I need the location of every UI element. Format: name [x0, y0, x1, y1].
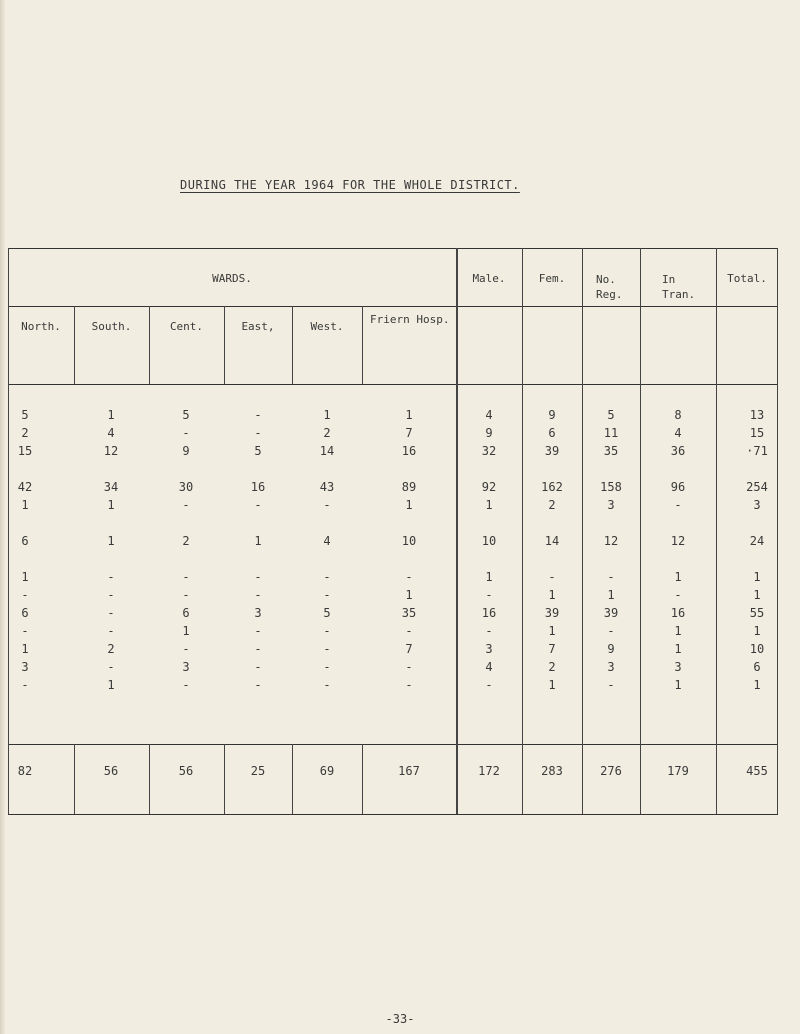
table-cell: 1: [485, 570, 493, 584]
table-cell: 3: [753, 498, 761, 512]
table-cell: 8: [674, 408, 682, 422]
table-cell: 2: [21, 426, 29, 440]
table-cell: 2: [548, 660, 556, 674]
table-cell: 35: [603, 444, 619, 458]
table-cell: -: [485, 624, 493, 638]
table-cell: 1: [753, 570, 761, 584]
table-cell: -: [107, 624, 115, 638]
header-fem: Fem.: [538, 272, 566, 285]
table-cell: 1: [674, 642, 682, 656]
table-cell: 1: [21, 642, 29, 656]
table-cell: -: [182, 642, 190, 656]
table-cell: 16: [250, 480, 266, 494]
header-wards: WARDS.: [212, 272, 252, 285]
table-cell: 6: [21, 606, 29, 620]
header-north: North.: [21, 320, 61, 333]
table-cell: -: [107, 606, 115, 620]
table-cell: 55: [749, 606, 765, 620]
table-cell: 1: [405, 408, 413, 422]
col-rule: [456, 248, 458, 814]
header-male: Male.: [472, 272, 506, 285]
table-cell: -: [21, 678, 29, 692]
table-cell: 14: [544, 534, 560, 548]
table-cell: 1: [182, 624, 190, 638]
col-rule: [362, 306, 363, 384]
table-cell: -: [405, 624, 413, 638]
col-rule: [716, 248, 717, 814]
table-cell: -: [182, 498, 190, 512]
table-cell: 1: [607, 588, 615, 602]
col-rule: [582, 248, 583, 814]
table-cell: -: [323, 624, 331, 638]
table-cell: 43: [319, 480, 335, 494]
table-cell: -: [548, 570, 556, 584]
table-cell: 11: [603, 426, 619, 440]
table-cell: 14: [319, 444, 335, 458]
table-cell: -: [254, 408, 262, 422]
table-cell: 7: [405, 426, 413, 440]
table-cell: 2: [323, 426, 331, 440]
table-cell: 9: [548, 408, 556, 422]
table-cell: 3: [674, 660, 682, 674]
col-rule: [224, 306, 225, 384]
table-cell: 6: [182, 606, 190, 620]
table-cell: -: [405, 678, 413, 692]
total-cell: 69: [319, 764, 335, 778]
table-cell: -: [254, 498, 262, 512]
col-rule: [74, 306, 75, 384]
table-rule-top: [8, 248, 778, 249]
header-east: East,: [241, 320, 275, 333]
table-cell: -: [107, 660, 115, 674]
table-cell: -: [21, 588, 29, 602]
table-cell: 4: [323, 534, 331, 548]
table-cell: 36: [670, 444, 686, 458]
table-cell: -: [21, 624, 29, 638]
table-cell: 3: [182, 660, 190, 674]
table-cell: -: [254, 624, 262, 638]
header-total: Total.: [727, 272, 767, 285]
table-cell: -: [254, 642, 262, 656]
table-cell: 6: [753, 660, 761, 674]
statistics-table: [8, 248, 778, 816]
header-west: West.: [310, 320, 344, 333]
table-cell: 6: [21, 534, 29, 548]
table-cell: 1: [548, 624, 556, 638]
table-cell: 3: [21, 660, 29, 674]
table-cell: 7: [548, 642, 556, 656]
table-cell: 9: [607, 642, 615, 656]
table-cell: 1: [21, 570, 29, 584]
table-cell: -: [323, 570, 331, 584]
table-cell: -: [254, 678, 262, 692]
table-cell: 1: [548, 678, 556, 692]
table-cell: -: [323, 642, 331, 656]
table-cell: -: [607, 624, 615, 638]
table-cell: -: [323, 660, 331, 674]
table-cell: 24: [749, 534, 765, 548]
table-cell: 1: [107, 678, 115, 692]
header-in-tran: In Tran.: [662, 273, 696, 301]
table-cell: -: [405, 570, 413, 584]
table-cell: -: [405, 660, 413, 674]
page-title: DURING THE YEAR 1964 FOR THE WHOLE DISTRICT.: [180, 178, 520, 192]
table-cell: 10: [481, 534, 497, 548]
table-cell: 2: [182, 534, 190, 548]
table-cell: -: [254, 570, 262, 584]
table-cell: 34: [103, 480, 119, 494]
table-cell: -: [182, 678, 190, 692]
table-cell: 5: [21, 408, 29, 422]
table-cell: 3: [254, 606, 262, 620]
total-cell: 179: [667, 764, 689, 778]
total-cell: 56: [178, 764, 194, 778]
total-cell: 455: [746, 764, 768, 778]
col-rule: [149, 306, 150, 384]
table-cell: 1: [323, 408, 331, 422]
table-cell: 89: [401, 480, 417, 494]
table-cell: 4: [107, 426, 115, 440]
header-south: South.: [91, 320, 132, 333]
table-cell: 5: [323, 606, 331, 620]
table-cell: 12: [603, 534, 619, 548]
table-cell: -: [182, 588, 190, 602]
table-cell: 5: [254, 444, 262, 458]
col-rule: [224, 744, 225, 814]
header-cent: Cent.: [169, 320, 204, 333]
table-cell: 96: [670, 480, 686, 494]
table-cell: 92: [481, 480, 497, 494]
table-cell: 6: [548, 426, 556, 440]
table-cell: 35: [401, 606, 417, 620]
table-cell: 39: [603, 606, 619, 620]
table-cell: 5: [607, 408, 615, 422]
table-cell: 42: [17, 480, 33, 494]
table-cell: -: [607, 678, 615, 692]
table-cell: 1: [753, 624, 761, 638]
table-cell: 7: [405, 642, 413, 656]
table-cell: ·71: [746, 444, 768, 458]
col-rule: [292, 744, 293, 814]
table-cell: -: [674, 498, 682, 512]
table-cell: 3: [607, 498, 615, 512]
table-cell: 1: [21, 498, 29, 512]
table-cell: 4: [485, 408, 493, 422]
col-rule: [362, 744, 363, 814]
total-cell: 172: [478, 764, 500, 778]
page-number: -33-: [385, 1012, 415, 1026]
table-cell: -: [254, 426, 262, 440]
table-cell: 39: [544, 444, 560, 458]
table-cell: -: [182, 426, 190, 440]
table-cell: 1: [674, 678, 682, 692]
table-cell: 1: [107, 408, 115, 422]
table-cell: -: [674, 588, 682, 602]
table-cell: 1: [405, 498, 413, 512]
page-edge-shadow: [0, 0, 6, 1034]
table-cell: 32: [481, 444, 497, 458]
col-rule: [777, 248, 778, 814]
header-no-reg: No. Reg.: [596, 273, 623, 301]
table-cell: 1: [107, 534, 115, 548]
table-cell: 12: [670, 534, 686, 548]
table-cell: -: [107, 588, 115, 602]
table-cell: 1: [548, 588, 556, 602]
table-cell: 1: [107, 498, 115, 512]
table-cell: 3: [485, 642, 493, 656]
col-rule: [640, 248, 641, 814]
table-cell: 10: [401, 534, 417, 548]
table-cell: 39: [544, 606, 560, 620]
table-cell: 1: [674, 624, 682, 638]
table-cell: 4: [674, 426, 682, 440]
col-rule: [292, 306, 293, 384]
table-cell: 9: [182, 444, 190, 458]
col-rule: [149, 744, 150, 814]
table-rule-header: [8, 306, 778, 307]
table-cell: 13: [749, 408, 765, 422]
col-rule: [522, 248, 523, 814]
table-cell: -: [107, 570, 115, 584]
header-friern-hosp: Friern Hosp.: [370, 313, 450, 326]
table-cell: 10: [749, 642, 765, 656]
table-cell: -: [607, 570, 615, 584]
table-cell: 2: [548, 498, 556, 512]
table-cell: 15: [17, 444, 33, 458]
table-cell: 1: [405, 588, 413, 602]
total-cell: 56: [103, 764, 119, 778]
table-cell: 1: [753, 588, 761, 602]
table-rule-totals: [8, 744, 778, 745]
table-cell: -: [323, 588, 331, 602]
table-cell: 16: [481, 606, 497, 620]
table-cell: 3: [607, 660, 615, 674]
table-cell: 2: [107, 642, 115, 656]
table-cell: -: [323, 498, 331, 512]
table-cell: 4: [485, 660, 493, 674]
table-cell: -: [254, 588, 262, 602]
table-cell: 1: [485, 498, 493, 512]
table-cell: -: [254, 660, 262, 674]
total-cell: 167: [398, 764, 420, 778]
table-cell: -: [485, 678, 493, 692]
table-rule-subheader: [8, 384, 778, 385]
table-cell: -: [182, 570, 190, 584]
table-cell: 16: [401, 444, 417, 458]
table-cell: 15: [749, 426, 765, 440]
table-cell: 5: [182, 408, 190, 422]
table-cell: 30: [178, 480, 194, 494]
total-cell: 25: [250, 764, 266, 778]
table-cell: 12: [103, 444, 119, 458]
col-rule: [74, 744, 75, 814]
table-cell: 162: [541, 480, 563, 494]
total-cell: 283: [541, 764, 563, 778]
table-cell: 1: [674, 570, 682, 584]
table-cell: -: [485, 588, 493, 602]
total-cell: 276: [600, 764, 622, 778]
total-cell: 82: [17, 764, 33, 778]
table-rule-bottom: [8, 814, 778, 815]
table-cell: 16: [670, 606, 686, 620]
table-cell: 254: [746, 480, 768, 494]
table-cell: 158: [600, 480, 622, 494]
table-cell: -: [323, 678, 331, 692]
table-cell: 1: [753, 678, 761, 692]
table-cell: 9: [485, 426, 493, 440]
table-cell: 1: [254, 534, 262, 548]
